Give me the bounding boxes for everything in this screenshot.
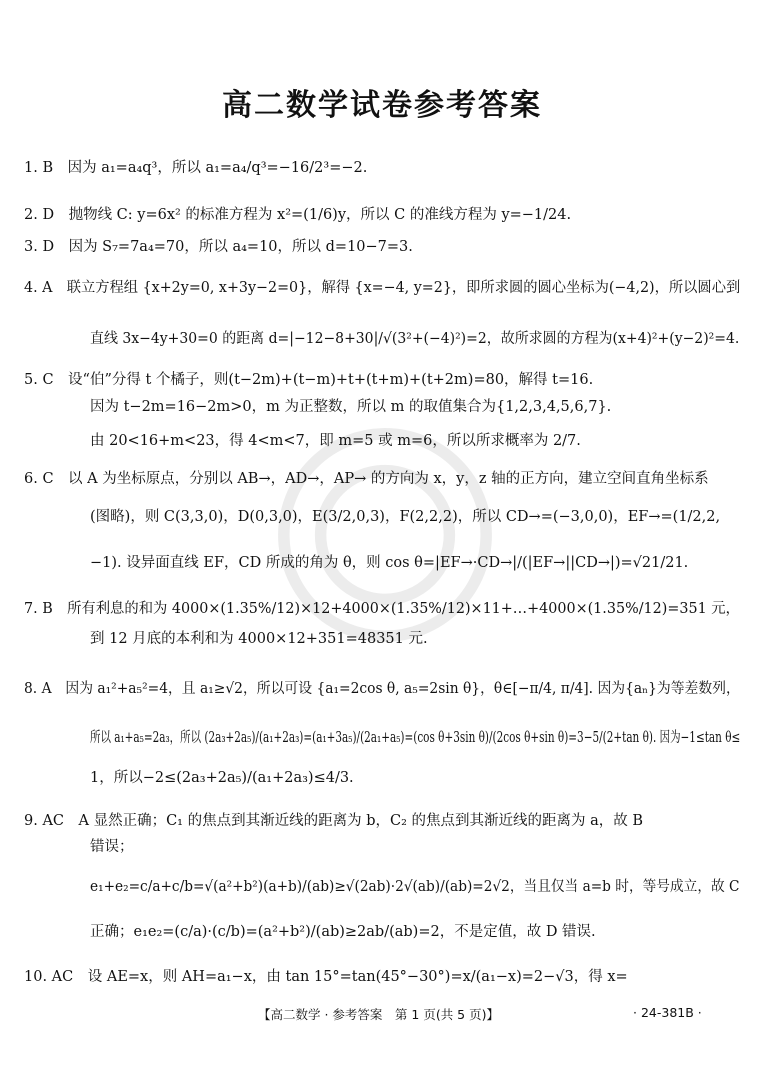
footer-code: · 24-381B · [633,1005,702,1020]
answer-line: 到 12 月底的本利和为 4000×12+351=48351 元. [90,631,428,647]
answer-line: 直线 3x−4y+30=0 的距离 d=|−12−8+30|/√(3²+(−4)²)=2，故所求圆的方程为(x+4)²+(y−2)²=4. [90,331,740,347]
answer-line: 因为 t−2m=16−2m>0，m 为正整数，所以 m 的取值集合为{1,2,3,4,5,6,7}. [90,399,612,415]
answer-line: 4. A 联立方程组 {x+2y=0, x+3y−2=0}，解得 {x=−4, y=2}，即所求圆的圆心坐标为(−4,2)，所以圆心到 [24,280,741,296]
answer-line: 7. B 所有利息的和为 4000×(1.35%/12)×12+4000×(1.35%/12)×11+…+4000×(1.35%/12)=351 元， [24,601,740,617]
answer-line: −1). 设异面直线 EF，CD 所成的角为 θ，则 cos θ=|EF→·CD→|/(|EF→||CD→|)=√21/21. [90,555,689,571]
answer-line: 3. D 因为 S₇=7a₄=70，所以 a₄=10，所以 d=10−7=3. [24,239,413,255]
answer-line: 5. C 设“伯”分得 t 个橘子，则(t−2m)+(t−m)+t+(t+m)+(t+2m)=80，解得 t=16. [24,372,594,388]
answer-line: 正确；e₁e₂=(c/a)·(c/b)=(a²+b²)/(ab)≥2ab/(ab)=2，不是定值，故 D 错误. [90,924,596,940]
page-title: 高二数学试卷参考答案 [222,88,542,123]
footer-page-info: 【高二数学 · 参考答案 第 1 页(共 5 页)】 [258,1007,499,1022]
answer-line: 1. B 因为 a₁=a₄q³，所以 a₁=a₄/q³=−16/2³=−2. [24,160,368,176]
answer-line: 由 20<16+m<23，得 4<m<7，即 m=5 或 m=6，所以所求概率为 2/7. [90,433,581,449]
answer-line: (图略)，则 C(3,3,0)，D(0,3,0)，E(3/2,0,3)，F(2,2,2)，所以 CD→=(−3,0,0)，EF→=(1/2,2, [90,509,721,525]
answer-line: 10. AC 设 AE=x，则 AH=a₁−x，由 tan 15°=tan(45°−30°)=x/(a₁−x)=2−√3，得 x= [24,969,628,985]
answer-line: 6. C 以 A 为坐标原点，分别以 AB→，AD→，AP→ 的方向为 x，y，z 轴的正方向，建立空间直角坐标系 [24,471,709,487]
answer-line: 9. AC A 显然正确；C₁ 的焦点到其渐近线的距离为 b，C₂ 的焦点到其渐近线的距离为 a，故 B [24,813,644,829]
answer-line: 1，所以−2≤(2a₃+2a₅)/(a₁+2a₃)≤4/3. [90,770,354,786]
answer-line: 8. A 因为 a₁²+a₅²=4，且 a₁≥√2，所以可设 {a₁=2cos θ, a₅=2sin θ}，θ∈[−π/4, π/4]. 因为{aₙ}为等差数列， [24,681,740,697]
answer-line: 2. D 抛物线 C: y=6x² 的标准方程为 x²=(1/6)y，所以 C 的准线方程为 y=−1/24. [24,207,572,223]
answer-line: 所以 a₁+a₅=2a₃，所以 (2a₃+2a₅)/(a₁+2a₃)=(a₁+3a₅)/(2a₁+a₅)=(cos θ+3sin θ)/(2cos θ+sin θ)=3−5/(2+tan θ). 因为−1≤tan θ≤ [90,730,741,746]
answer-line: e₁+e₂=c/a+c/b=√(a²+b²)(a+b)/(ab)≥√(2ab)·2√(ab)/(ab)=2√2，当且仅当 a=b 时，等号成立，故 C [90,879,740,895]
answer-line: 错误； [90,839,134,855]
